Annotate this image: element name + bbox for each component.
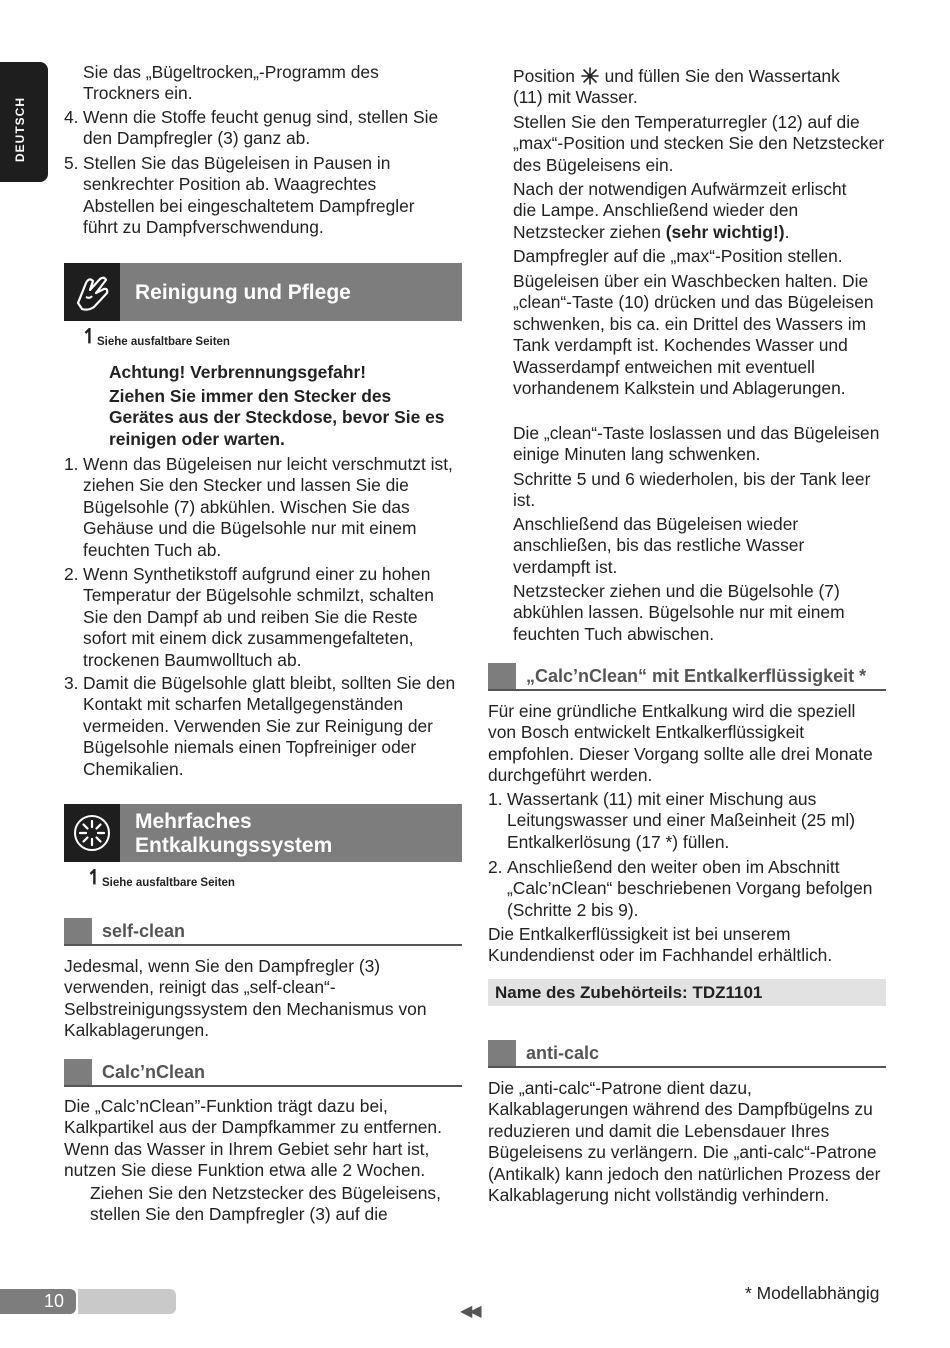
steam-setting-icon <box>580 67 600 85</box>
descaling-fluid-availability: Die Entkalkerflüssigkeit ist bei unserem Kundendienst oder im Fachhandel erhältlich. <box>488 924 833 966</box>
calcnclean-text: Die „Calc’nClean”-Funktion trägt dazu bei, Kalkpartikel aus der Dampfkammer zu entfernen. Wenn das Wasser in Ihrem Gebiet sehr hart ist, nutzen Sie diese Funktion etwa alle 2 Wochen. <box>64 1096 442 1181</box>
warning-heading: Achtung! Verbrennungsgefahr! <box>109 362 367 382</box>
step-number: 4. <box>64 107 79 127</box>
section-header-descaling <box>64 804 462 862</box>
subheader-calcnclean <box>64 1059 462 1087</box>
warning-text: Ziehen Sie immer den Stecker des Gerätes aus der Steckdose, bevor Sie es reinigen oder warten. <box>109 386 445 449</box>
subheader-descaling-fluid <box>488 663 886 691</box>
calcnclean-step-9: Netzstecker ziehen und die Bügelsohle (7) abkühlen lassen. Bügelsohle nur mit einem feuchten Tuch abwischen. <box>513 581 845 644</box>
page-number-box <box>0 1289 76 1314</box>
step-number: 2. <box>64 564 79 584</box>
intro-continuation: Sie das „Bügeltrocken„-Programm des Trockners ein. <box>83 62 379 104</box>
subheader-title: self-clean <box>102 921 186 941</box>
accessory-name-box <box>488 979 886 1006</box>
language-tab <box>0 62 48 182</box>
descaling-fluid-step-2: Anschließend den weiter oben im Abschnitt „Calc’nClean“ beschriebenen Vorgang befolgen (Schritte 2 bis 9). <box>507 857 873 920</box>
section-header-cleaning <box>64 263 462 321</box>
subheader-title: Calc’nClean <box>102 1062 206 1082</box>
calcnclean-step-4: Dampfregler auf die „max“-Position stellen. <box>513 246 843 266</box>
step-number: 1. <box>488 789 503 809</box>
step-number: 3. <box>64 673 79 693</box>
page-number: 10 <box>43 1291 64 1311</box>
hand-cleaning-icon <box>64 263 120 321</box>
cleaning-step-1: Wenn das Bügeleisen nur leicht verschmutzt ist, ziehen Sie den Stecker und lassen Sie die Bügelsohle (7) abkühlen. Wischen Sie das Gehäuse und die Bügelsohle nur mit einem feuchten Tuch ab. <box>83 454 453 560</box>
see-foldout-note: ↿ Siehe ausfaltbare Seiten <box>86 867 235 889</box>
section-title-line-2: Entkalkungssystem <box>135 834 333 857</box>
accessory-name: Name des Zubehörteils: TDZ1101 <box>495 983 763 1002</box>
page-bar <box>78 1289 176 1314</box>
arrow-up-icon: ↿ <box>81 326 98 348</box>
step-4-text: Wenn die Stoffe feucht genug sind, stellen Sie den Dampfregler (3) ganz ab. <box>83 107 439 149</box>
see-foldout-note: ↿ Siehe ausfaltbare Seiten <box>81 326 230 348</box>
calcnclean-step-8: Anschließend das Bügeleisen wieder anschließen, bis das restliche Wasser verdampft ist. <box>513 514 805 577</box>
calcnclean-step-5: Bügeleisen über ein Waschbecken halten. Die „clean“-Taste (10) drücken und das Bügeleisen schwenken, bis ca. ein Drittel des Wassers im Tank verdampft ist. Kochendes Wasser und Wasserdampf entweichen mit eventuell vorhandenem Kalkstein und Ablagerungen. <box>513 271 874 399</box>
calcnclean-step-6: Die „clean“-Taste loslassen und das Bügeleisen einige Minuten lang schwenken. <box>513 423 880 465</box>
step-number: 2. <box>488 857 503 877</box>
step-number: 5. <box>64 153 79 173</box>
cleaning-step-2: Wenn Synthetikstoff aufgrund einer zu hohen Temperatur der Bügelsohle schmilzt, schalten Sie den Dampf ab und reiben Sie die Reste sofort mit einem dick zusammengefalteten, trockenen Baumwolltuch ab. <box>83 564 434 670</box>
section-title-line-1: Mehrfaches <box>135 810 252 833</box>
step-5-text: Stellen Sie das Bügeleisen in Pausen in senkrechter Position ab. Waagrechtes Abstellen bei eingeschaltetem Dampfregler führt zu Dampfverschwendung. <box>83 153 415 238</box>
calcnclean-step-2: Stellen Sie den Temperaturregler (12) auf die „max“-Position und stecken Sie den Netzstecker des Bügeleisens ein. <box>513 112 885 175</box>
cleaning-step-3: Damit die Bügelsohle glatt bleibt, sollten Sie den Kontakt mit scharfen Metallgegenständen vermeiden. Verwenden Sie zur Reinigung der Bügelsohle niemals einen Topfreiniger oder Chemikalien. <box>83 673 456 779</box>
calcnclean-step-1: Ziehen Sie den Netzstecker des Bügeleisens, stellen Sie den Dampfregler (3) auf die <box>90 1183 441 1225</box>
descaling-icon <box>64 804 120 862</box>
language-tab-label: DEUTSCH <box>13 96 27 162</box>
descaling-fluid-text: Für eine gründliche Entkalkung wird die speziell von Bosch entwickelt Entkalkerflüssigkeit empfohlen. Dieser Vorgang sollte alle drei Monate durchgeführt werden. <box>488 701 873 786</box>
arrow-up-icon: ↿ <box>86 867 103 889</box>
footnote: * Modellabhängig <box>745 1283 880 1303</box>
subheader-self-clean <box>64 918 462 946</box>
double-left-arrow-icon: ◀◀ <box>460 1303 479 1320</box>
step-number: 1. <box>64 454 79 474</box>
anti-calc-text: Die „anti-calc“-Patrone dient dazu, Kalkablagerungen während des Dampfbügelns zu reduzieren und damit die Lebensdauer Ihres Bügeleisens zu verlängern. Die „anti-calc“-Patrone (Antikalk) kann jedoch den natürlichen Prozess der Kalkablagerung nicht vollständig verhindern. <box>488 1078 881 1206</box>
subheader-title: „Calc’nClean“ mit Entkalkerflüssigkeit * <box>526 666 867 686</box>
calcnclean-step-3: Nach der notwendigen Aufwärmzeit erlischt die Lampe. Anschließend wieder den Netzstecker ziehen (sehr wichtig!). <box>513 179 847 242</box>
descaling-fluid-step-1: Wassertank (11) mit einer Mischung aus Leitungswasser und einer Maßeinheit (25 ml) Entkalkerlösung (17 *) füllen. <box>507 789 855 852</box>
subheader-title: anti-calc <box>526 1043 600 1063</box>
section-title: Reinigung und Pflege <box>135 281 351 304</box>
calcnclean-step-1-cont: Position und füllen Sie den Wassertank (11) mit Wasser. <box>513 66 840 108</box>
calcnclean-step-7: Schritte 5 und 6 wiederholen, bis der Tank leer ist. <box>513 469 871 511</box>
self-clean-text: Jedesmal, wenn Sie den Dampfregler (3) verwenden, reinigt das „self-clean“-Selbstreinigungssystem den Mechanismus von Kalkablagerungen. <box>64 956 427 1041</box>
subheader-anti-calc <box>488 1040 886 1068</box>
